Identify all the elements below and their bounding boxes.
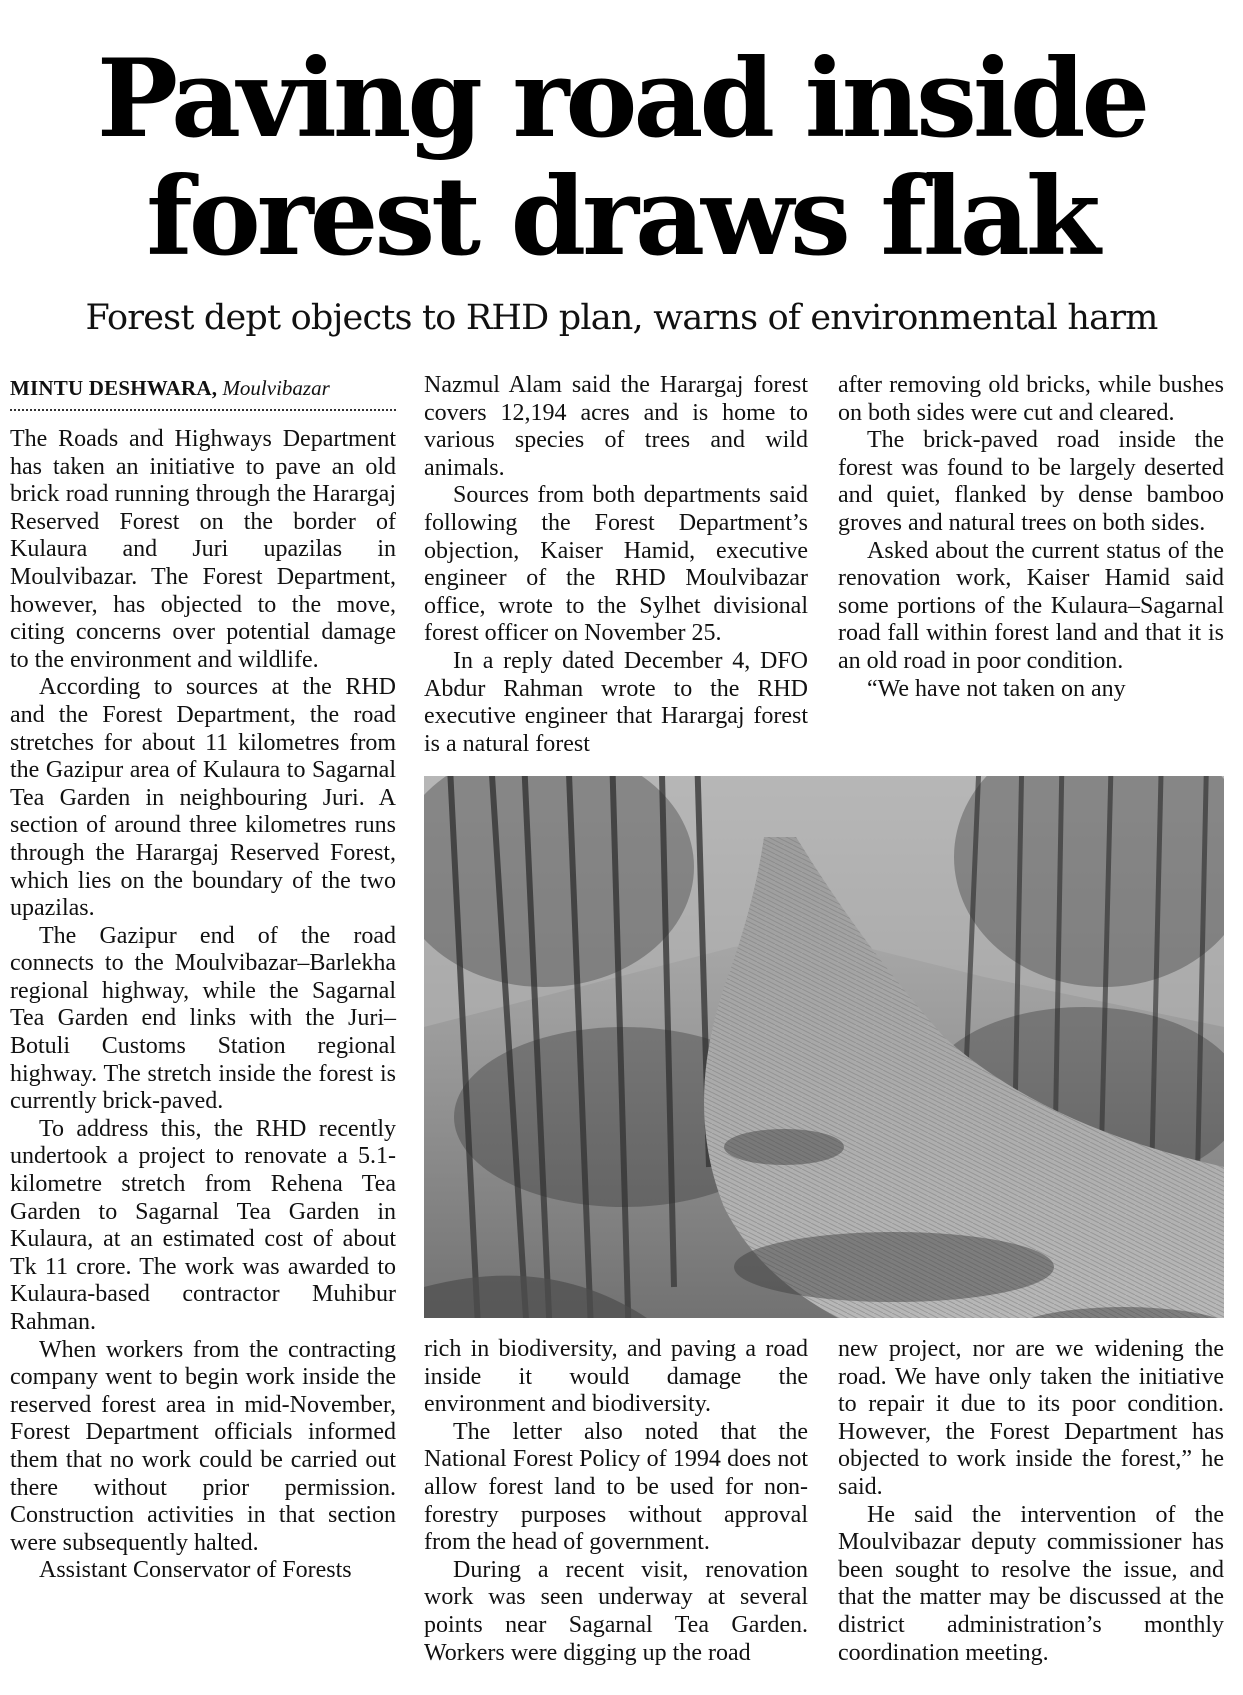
article-paragraph: During a recent visit, renovation work was seen underway at several points near Sagarnal Tea Garden. Workers were digging up the road bbox=[424, 1556, 808, 1666]
article-paragraph: When workers from the contracting company went to begin work inside the reserved forest area in mid-November, Forest Department officials informed them that no work could be carried out there without prior permission. Construction activities in that section were subsequently halted. bbox=[10, 1336, 396, 1556]
byline-author: MINTU DESHWARA, bbox=[10, 376, 218, 400]
article-paragraph: The Roads and Highways Department has taken an initiative to pave an old brick road running through the Harargaj Reserved Forest on the border of Kulaura and Juri upazilas in Moulvibazar. The Forest Department, however, has objected to the move, citing concerns over potential damage to the environment and wildlife. bbox=[10, 426, 396, 673]
article-paragraph: rich in biodiversity, and paving a road inside it would damage the environment and biodiversity. bbox=[424, 1336, 808, 1418]
article-paragraph: The letter also noted that the National Forest Policy of 1994 does not allow forest land to be used for non-forestry purposes without approval from the head of government. bbox=[424, 1418, 808, 1556]
article-paragraph: According to sources at the RHD and the Forest Department, the road stretches for about 11 kilometres from the Gazipur area of Kulaura to Sagarnal Tea Garden in neighbouring Juri. A section of around three kilometres runs through the Harargaj Reserved Forest, which lies on the boundary of the two upazilas. bbox=[10, 674, 396, 922]
article-paragraph: after removing old bricks, while bushes on both sides were cut and cleared. bbox=[838, 372, 1224, 426]
byline-location: Moulvibazar bbox=[222, 376, 330, 400]
article-paragraph: He said the intervention of the Moulvibazar deputy commissioner has been sought to resolve the issue, and that the matter may be discussed at the district administration’s monthly coordination meeting. bbox=[838, 1501, 1224, 1666]
article-paragraph: Nazmul Alam said the Harargaj forest covers 12,194 acres and is home to various species of trees and wild animals. bbox=[424, 372, 808, 481]
article-paragraph: Asked about the current status of the renovation work, Kaiser Hamid said some portions of the Kulaura–Sagarnal road fall within forest land and that it is an old road in poor condition. bbox=[838, 537, 1224, 674]
article-paragraph: In a reply dated December 4, DFO Abdur Rahman wrote to the RHD executive engineer that Harargaj forest is a natural forest bbox=[424, 647, 808, 757]
headline: Paving road inside forest draws flak bbox=[96, 36, 1147, 280]
bamboo-forest-road-photo bbox=[424, 776, 1224, 1318]
article-column-2-top bbox=[424, 372, 808, 758]
article-paragraph: new project, nor are we widening the road. We have only taken the initiative to repair it due to its poor condition. However, the Forest Department has objected to work inside the forest,” he said. bbox=[838, 1336, 1224, 1500]
byline bbox=[10, 373, 396, 411]
article-paragraph: Assistant Conservator of Forests bbox=[39, 1557, 352, 1584]
deck-subheadline: Forest dept objects to RHD plan, warns of environmental harm bbox=[85, 298, 1158, 338]
article-paragraph: Sources from both departments said following the Forest Department’s objection, Kaiser Hamid, executive engineer of the RHD Moulvibazar office, wrote to the Sylhet divisional forest officer on November 25. bbox=[424, 482, 808, 647]
article-paragraph: The brick-paved road inside the forest was found to be largely deserted and quiet, flanked by dense bamboo groves and natural trees on both sides. bbox=[838, 427, 1224, 536]
article-column-2-bottom bbox=[424, 1336, 808, 1667]
article-paragraph: “We have not taken on any bbox=[867, 675, 1126, 702]
article-column-3-top bbox=[838, 372, 1224, 703]
article-column-1 bbox=[10, 426, 396, 1585]
article-column-3-bottom bbox=[838, 1336, 1224, 1667]
article-paragraph: The Gazipur end of the road connects to the Moulvibazar–Barlekha regional highway, while the Sagarnal Tea Garden end links with the Juri–Botuli Customs Station regional highway. The stretch inside the forest is currently brick-paved. bbox=[10, 922, 396, 1115]
article-paragraph: To address this, the RHD recently undertook a project to renovate a 5.1-kilometre stretch from Rehena Tea Garden to Sagarnal Tea Garden in Kulaura, at an estimated cost of about Tk 11 crore. The work was awarded to Kulaura-based contractor Muhibur Rahman. bbox=[10, 1115, 396, 1335]
photo-illustration bbox=[424, 776, 1224, 1318]
